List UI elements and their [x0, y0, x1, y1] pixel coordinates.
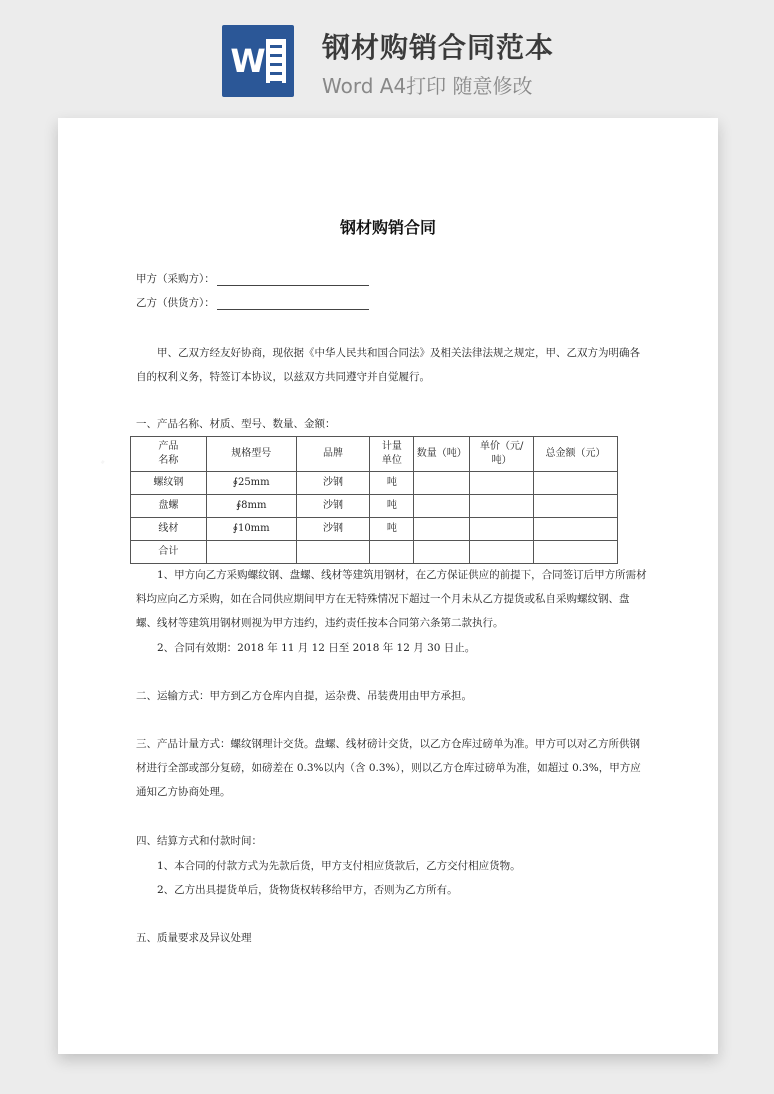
table-cell: 吨: [370, 495, 414, 518]
table-header-cell: 单价（元/ 吨）: [470, 437, 534, 472]
section-3: 三、产品计量方式：螺纹钢理计交货。盘螺、线材磅计交货，以乙方仓库过磅单为准。甲方可以对乙方所供钢材进行全部或部分复磅，如磅差在 0.3%以内（含 0.3%），则以乙方仓库过磅单为准，如超过 0.3%，甲方应通知乙方协商处理。: [136, 738, 641, 798]
table-header-cell: 数量（吨）: [414, 437, 470, 472]
table-cell[interactable]: [470, 495, 534, 518]
party-a-label: 甲方（采购方）：: [136, 273, 215, 285]
product-table: [130, 436, 618, 564]
table-cell: 沙钢: [296, 495, 370, 518]
clause-1-1: 1、甲方向乙方采购螺纹钢、盘螺、线材等建筑用钢材，在乙方保证供应的前提下，合同签订后甲方所需材料均应向乙方采购，如在合同供应期间甲方在无特殊情况下超过一个月未从乙方提货或私自采购螺纹钢、盘螺、线材等建筑用钢材则视为甲方违约，违约责任按本合同第六条第二款执行。: [136, 569, 647, 629]
table-row: [131, 495, 618, 518]
table-cell: 螺纹钢: [131, 472, 207, 495]
table-cell: 盘螺: [131, 495, 207, 518]
table-cell[interactable]: [414, 541, 470, 564]
table-cell[interactable]: [206, 541, 296, 564]
table-cell: 沙钢: [296, 472, 370, 495]
table-cell[interactable]: [534, 472, 618, 495]
table-header-cell: 产品 名称: [131, 437, 207, 472]
table-cell[interactable]: [470, 518, 534, 541]
party-b-line: [136, 295, 369, 310]
table-cell[interactable]: [534, 495, 618, 518]
party-b-label: 乙方（供货方）：: [136, 297, 215, 309]
document-page: [58, 118, 718, 1054]
clause-4-1: 1、本合同的付款方式为先款后货，甲方支付相应货款后，乙方交付相应货物。: [157, 860, 521, 872]
clause-4-2: 2、乙方出具提货单后，货物货权转移给甲方，否则为乙方所有。: [157, 884, 458, 896]
table-cell[interactable]: [296, 541, 370, 564]
word-logo-letter: W: [230, 42, 266, 80]
section-4-title: 四、结算方式和付款时间：: [136, 835, 262, 847]
section-5-title: 五、质量要求及异议处理: [136, 932, 252, 944]
table-header-cell: 规格型号: [206, 437, 296, 472]
table-cell: 吨: [370, 472, 414, 495]
clause-1-2: 2、合同有效期：2018 年 11 月 12 日至 2018 年 12 月 30 日止。: [157, 642, 476, 654]
table-cell[interactable]: [470, 541, 534, 564]
document-title: 钢材购销合同: [339, 218, 436, 237]
table-row: [131, 472, 618, 495]
banner: [0, 0, 774, 110]
word-logo-icon: [222, 25, 294, 97]
table-cell[interactable]: [414, 495, 470, 518]
table-row: [131, 541, 618, 564]
banner-subtitle: Word A4打印 随意修改: [322, 74, 533, 98]
table-cell: 线材: [131, 518, 207, 541]
table-cell: ∮8mm: [206, 495, 296, 518]
table-cell: 合计: [131, 541, 207, 564]
party-a-blank[interactable]: [217, 273, 369, 286]
party-b-blank[interactable]: [217, 297, 369, 310]
table-cell: ∮10mm: [206, 518, 296, 541]
table-cell[interactable]: [534, 541, 618, 564]
watermark: [90, 448, 114, 477]
section-1-title: 一、产品名称、材质、型号、数量、金额：: [136, 418, 336, 430]
table-header-row: [131, 437, 618, 472]
word-logo-lines: [266, 39, 286, 83]
table-cell[interactable]: [534, 518, 618, 541]
banner-title: 钢材购销合同范本: [322, 31, 555, 64]
intro-paragraph: 甲、乙双方经友好协商，现依据《中华人民共和国合同法》及相关法律法规之规定，甲、乙双方为明确各自的权利义务，特签订本协议，以兹双方共同遵守并自觉履行。: [136, 347, 640, 383]
party-a-line: [136, 271, 369, 286]
section-2: 二、运输方式：甲方到乙方仓库内自提，运杂费、吊装费用由甲方承担。: [136, 690, 472, 702]
table-header-cell: 总金额（元）: [534, 437, 618, 472]
table-header-cell: 计量 单位: [370, 437, 414, 472]
table-cell[interactable]: [414, 472, 470, 495]
table-cell[interactable]: [370, 541, 414, 564]
table-cell: 吨: [370, 518, 414, 541]
table-cell[interactable]: [414, 518, 470, 541]
table-header-cell: 品牌: [296, 437, 370, 472]
table-cell: 沙钢: [296, 518, 370, 541]
table-row: [131, 518, 618, 541]
table-cell: ∮25mm: [206, 472, 296, 495]
table-cell[interactable]: [470, 472, 534, 495]
